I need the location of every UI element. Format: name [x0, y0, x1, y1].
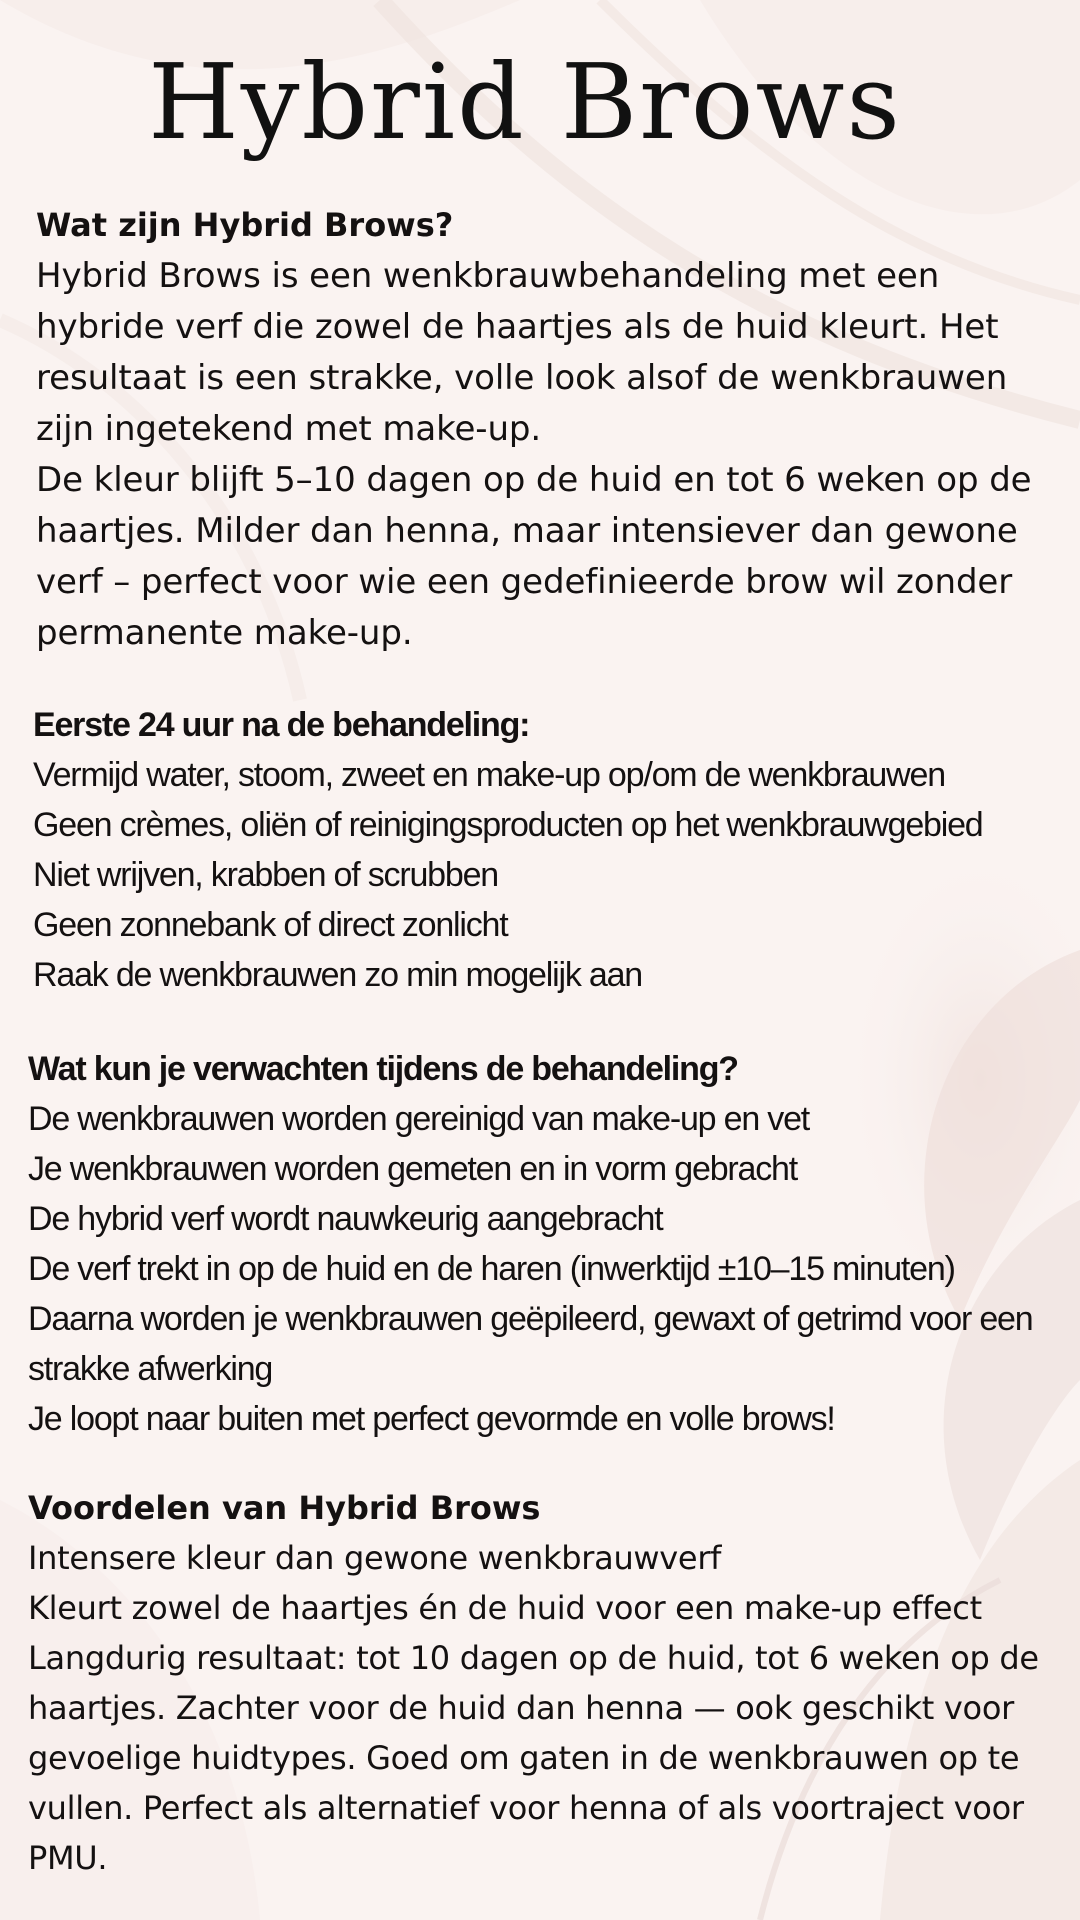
intro-paragraph: De kleur blijft 5–10 dagen op de huid en tot 6 weken op de haartjes. Milder dan henna, maar intensiever dan gewone verf – perfect voor wie een gedefinieerde brow wil zonder permanente make-up.	[36, 460, 1032, 653]
treatment-item: De hybrid verf wordt nauwkeurig aangebracht	[28, 1200, 663, 1238]
aftercare-item: Geen zonnebank of direct zonlicht	[33, 906, 508, 944]
treatment-heading: Wat kun je verwachten tijdens de behandeling?	[28, 1050, 738, 1088]
aftercare-section	[33, 700, 1063, 1000]
treatment-item: Je loopt naar buiten met perfect gevormde en volle brows!	[28, 1400, 835, 1438]
treatment-item: De verf trekt in op de huid en de haren (inwerktijd ±10–15 minuten)	[28, 1250, 955, 1288]
benefits-item: Kleurt zowel de haartjes én de huid voor een make-up effect	[28, 1589, 982, 1627]
intro-heading: Wat zijn Hybrid Brows?	[36, 206, 454, 244]
treatment-section	[28, 1044, 1058, 1444]
page-title: Hybrid Brows	[148, 41, 902, 163]
intro-paragraph: Hybrid Brows is een wenkbrauwbehandeling met een hybride verf die zowel de haartjes als de huid kleurt. Het resultaat is een strakke, volle look alsof de wenkbrauwen zijn ingetekend met make-up.	[36, 256, 1008, 449]
aftercare-item: Geen crèmes, oliën of reinigingsproducten op het wenkbrauwgebied	[33, 806, 983, 844]
aftercare-item: Vermijd water, stoom, zweet en make-up op/om de wenkbrauwen	[33, 756, 945, 794]
treatment-item: Daarna worden je wenkbrauwen geëpileerd, gewaxt of getrimd voor een strakke afwerking	[28, 1300, 1033, 1388]
intro-section	[36, 200, 1056, 659]
treatment-item: Je wenkbrauwen worden gemeten en in vorm gebracht	[28, 1150, 798, 1188]
benefits-heading: Voordelen van Hybrid Brows	[28, 1489, 541, 1527]
benefits-section	[28, 1483, 1058, 1883]
treatment-item: De wenkbrauwen worden gereinigd van make-up en vet	[28, 1100, 810, 1138]
benefits-item: Langdurig resultaat: tot 10 dagen op de huid, tot 6 weken op de haartjes. Zachter voor de huid dan henna — ook geschikt voor gevoelige huidtypes. Goed om gaten in de wenkbrauwen op te vullen. Perfect als alternatief voor henna of als voortraject voor PMU.	[28, 1639, 1039, 1877]
aftercare-item: Niet wrijven, krabben of scrubben	[33, 856, 498, 894]
aftercare-item: Raak de wenkbrauwen zo min mogelijk aan	[33, 956, 642, 994]
aftercare-heading: Eerste 24 uur na de behandeling:	[33, 706, 530, 744]
benefits-item: Intensere kleur dan gewone wenkbrauwverf	[28, 1539, 722, 1577]
